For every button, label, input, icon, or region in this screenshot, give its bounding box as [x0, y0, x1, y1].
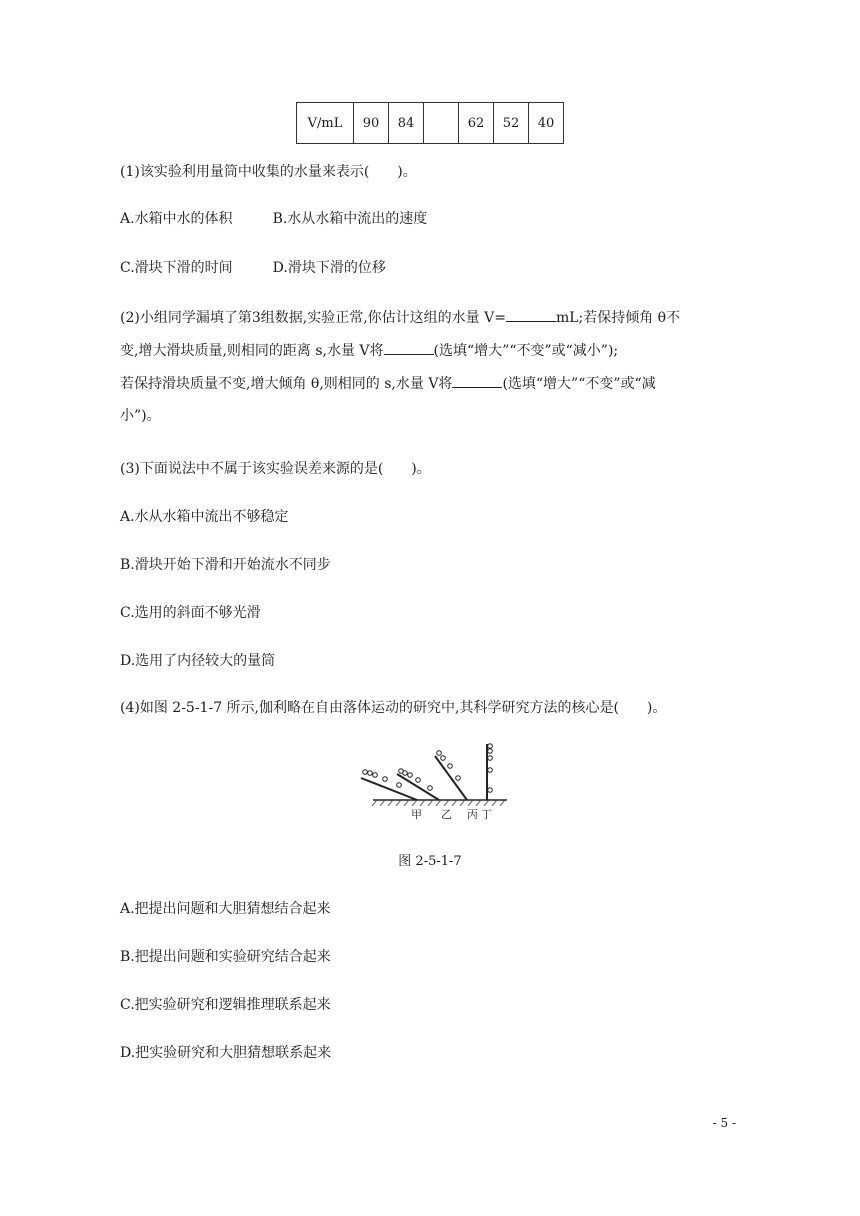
question-1-options-ab [120, 209, 427, 229]
option-b: B.水从水箱中流出的速度 [272, 211, 428, 227]
question-2-text: (选填“增大”“不变”或“减小”); [433, 343, 619, 359]
question-1-stem: (1)该实验利用量筒中收集的水量来表示( )。 [120, 164, 417, 180]
option-c: C.把实验研究和逻辑推理联系起来 [120, 997, 331, 1013]
question-1-options-cd [120, 258, 386, 278]
question-2-line-2 [120, 340, 618, 361]
page-number: - 5 - [712, 1116, 736, 1130]
option-a: A.把提出问题和大胆猜想结合起来 [120, 901, 331, 917]
table-cell: 90 [354, 103, 389, 144]
option-a: A.水箱中水的体积 [120, 211, 233, 227]
data-table [296, 102, 564, 144]
question-2-text: 若保持滑块质量不变,增大倾角 θ,则相同的 s,水量 V将 [120, 376, 453, 392]
question-3-stem: (3)下面说法中不属于该实验误差来源的是( )。 [120, 461, 431, 477]
plane-ding-balls [488, 744, 493, 793]
label-jia: 甲 [411, 808, 422, 821]
table-cell: 62 [459, 103, 494, 144]
option-d: D.把实验研究和大胆猜想联系起来 [120, 1045, 332, 1061]
ground-hatching [372, 800, 505, 806]
table-cell [424, 103, 459, 144]
table-header-cell: V/mL [297, 103, 354, 144]
answer-blank [452, 373, 502, 388]
label-bing: 丙 [467, 808, 478, 821]
option-b: B.滑块开始下滑和开始流水不同步 [120, 557, 331, 573]
question-2-text: mL;若保持倾角 θ不 [555, 310, 681, 326]
answer-blank [506, 307, 556, 322]
plane-yi-balls [399, 769, 433, 791]
question-4-stem: (4)如图 2-5-1-7 所示,伽利略在自由落体运动的研究中,其科学研究方法的核心是( )。 [120, 700, 667, 716]
question-2-line-1 [120, 307, 680, 328]
option-a: A.水从水箱中流出不够稳定 [120, 509, 289, 525]
plane-jia-balls [363, 770, 402, 788]
table-cell: 52 [494, 103, 529, 144]
table-cell: 84 [389, 103, 424, 144]
inclined-planes-figure [355, 738, 515, 824]
option-c: C.滑块下滑的时间 [120, 260, 233, 276]
option-c: C.选用的斜面不够光滑 [120, 605, 261, 621]
table-row [297, 103, 564, 144]
option-d: D.滑块下滑的位移 [272, 260, 386, 276]
label-ding: 丁 [481, 808, 492, 821]
answer-blank [384, 340, 434, 355]
plane-bing [435, 756, 467, 800]
option-d: D.选用了内径较大的量筒 [120, 653, 276, 669]
question-2-text: (选填“增大”“不变”或“减 [502, 376, 656, 392]
figure-caption: 图 2-5-1-7 [398, 854, 462, 869]
question-2-line-3 [120, 373, 656, 394]
question-2-text: 变,增大滑块质量,则相同的距离 s,水量 V将 [120, 343, 384, 359]
table-cell: 40 [529, 103, 564, 144]
question-2-line-4: 小”)。 [120, 408, 161, 424]
question-2-text: (2)小组同学漏填了第3组数据,实验正常,你估计这组的水量 V= [120, 310, 506, 326]
option-b: B.把提出问题和实验研究结合起来 [120, 949, 331, 965]
label-yi: 乙 [441, 808, 452, 821]
